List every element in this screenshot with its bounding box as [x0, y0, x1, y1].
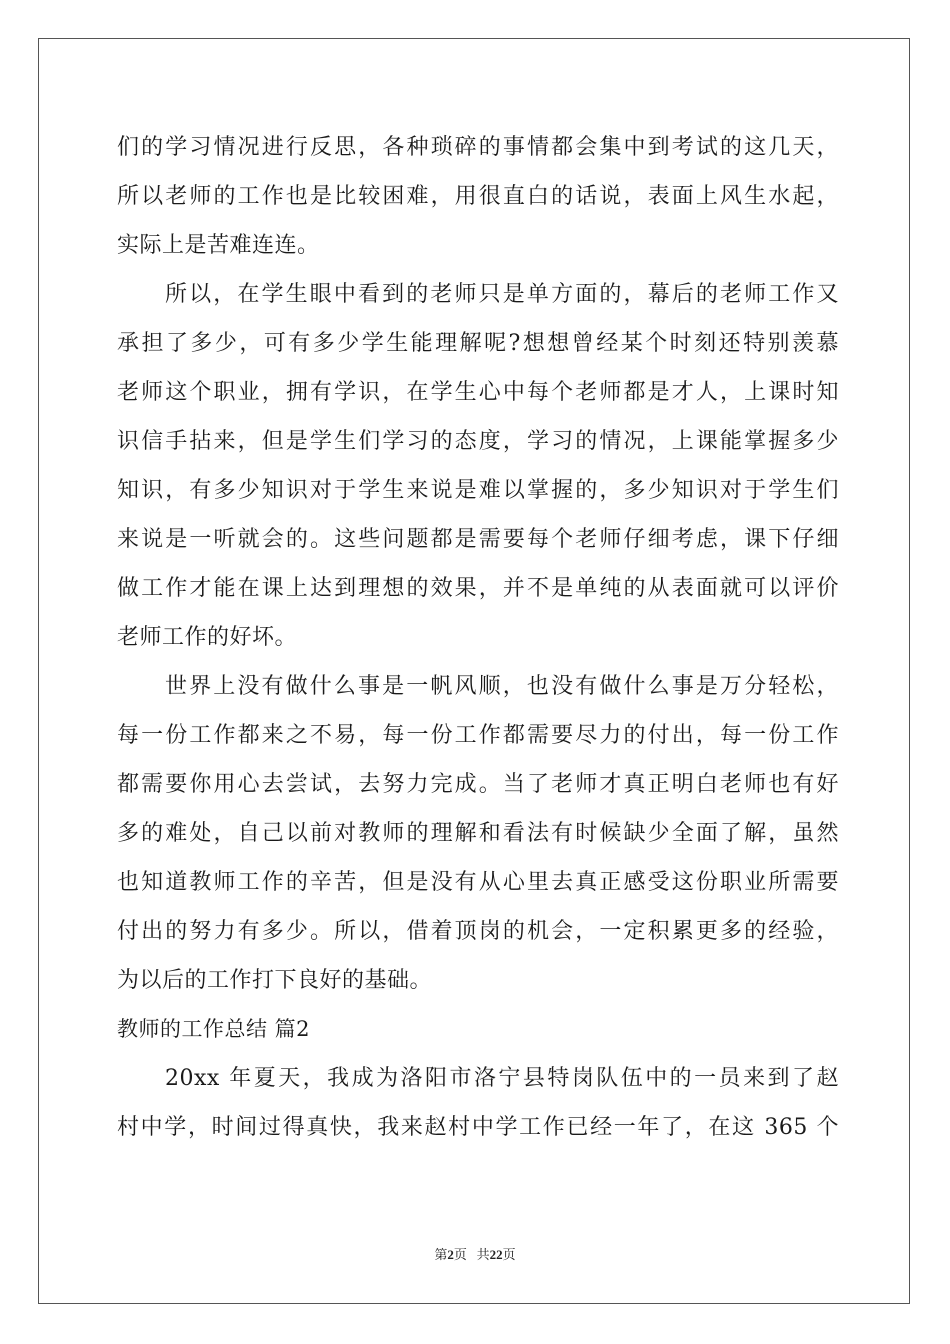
text-line: 老师工作的好坏。	[117, 625, 298, 650]
total-prefix: 共	[476, 1247, 490, 1262]
text-line: 为以后的工作打下良好的基础。	[117, 968, 433, 993]
text-line: 老师这个职业，拥有学识，在学生心中每个老师都是才人，上课时知	[117, 380, 839, 405]
text-line: 做工作才能在课上达到理想的效果，并不是单纯的从表面就可以评价	[117, 576, 839, 601]
text-line: 每一份工作都来之不易，每一份工作都需要尽力的付出，每一份工作	[117, 723, 839, 748]
section-heading: 教师的工作总结 篇2	[117, 1017, 311, 1041]
text-line: 们的学习情况进行反思，各种琐碎的事情都会集中到考试的这几天，	[117, 135, 839, 160]
text-line: 付出的努力有多少。所以，借着顶岗的机会，一定积累更多的经验，	[117, 919, 839, 944]
text-line: 所以，在学生眼中看到的老师只是单方面的，幕后的老师工作又	[165, 282, 839, 307]
text-line: 知识，有多少知识对于学生来说是难以掌握的，多少知识对于学生们	[117, 478, 839, 503]
text-line: 村中学，时间过得真快，我来赵村中学工作已经一年了，在这 365 个	[117, 1115, 839, 1140]
text-line: 多的难处，自己以前对教师的理解和看法有时候缺少全面了解，虽然	[117, 821, 839, 846]
total-pages: 22	[489, 1247, 503, 1262]
text-line: 识信手拈来，但是学生们学习的态度，学习的情况，上课能掌握多少	[117, 429, 839, 454]
text-line: 20xx 年夏天，我成为洛阳市洛宁县特岗队伍中的一员来到了赵	[165, 1066, 839, 1091]
text-line: 承担了多少，可有多少学生能理解呢?想想曾经某个时刻还特别羡慕	[117, 331, 839, 356]
document-body	[117, 123, 839, 1152]
total-suffix: 页	[502, 1247, 516, 1262]
page-footer	[0, 1244, 950, 1263]
page-prefix: 第	[434, 1247, 448, 1262]
page-suffix: 页	[453, 1247, 467, 1262]
page-number: 2	[447, 1247, 454, 1262]
text-line: 实际上是苦难连连。	[117, 233, 320, 258]
text-line: 都需要你用心去尝试，去努力完成。当了老师才真正明白老师也有好	[117, 772, 839, 797]
text-line: 所以老师的工作也是比较困难，用很直白的话说，表面上风生水起，	[117, 184, 839, 209]
text-line: 也知道教师工作的辛苦，但是没有从心里去真正感受这份职业所需要	[117, 870, 839, 895]
text-line: 来说是一听就会的。这些问题都是需要每个老师仔细考虑，课下仔细	[117, 527, 839, 552]
text-line: 世界上没有做什么事是一帆风顺，也没有做什么事是万分轻松，	[165, 674, 839, 699]
